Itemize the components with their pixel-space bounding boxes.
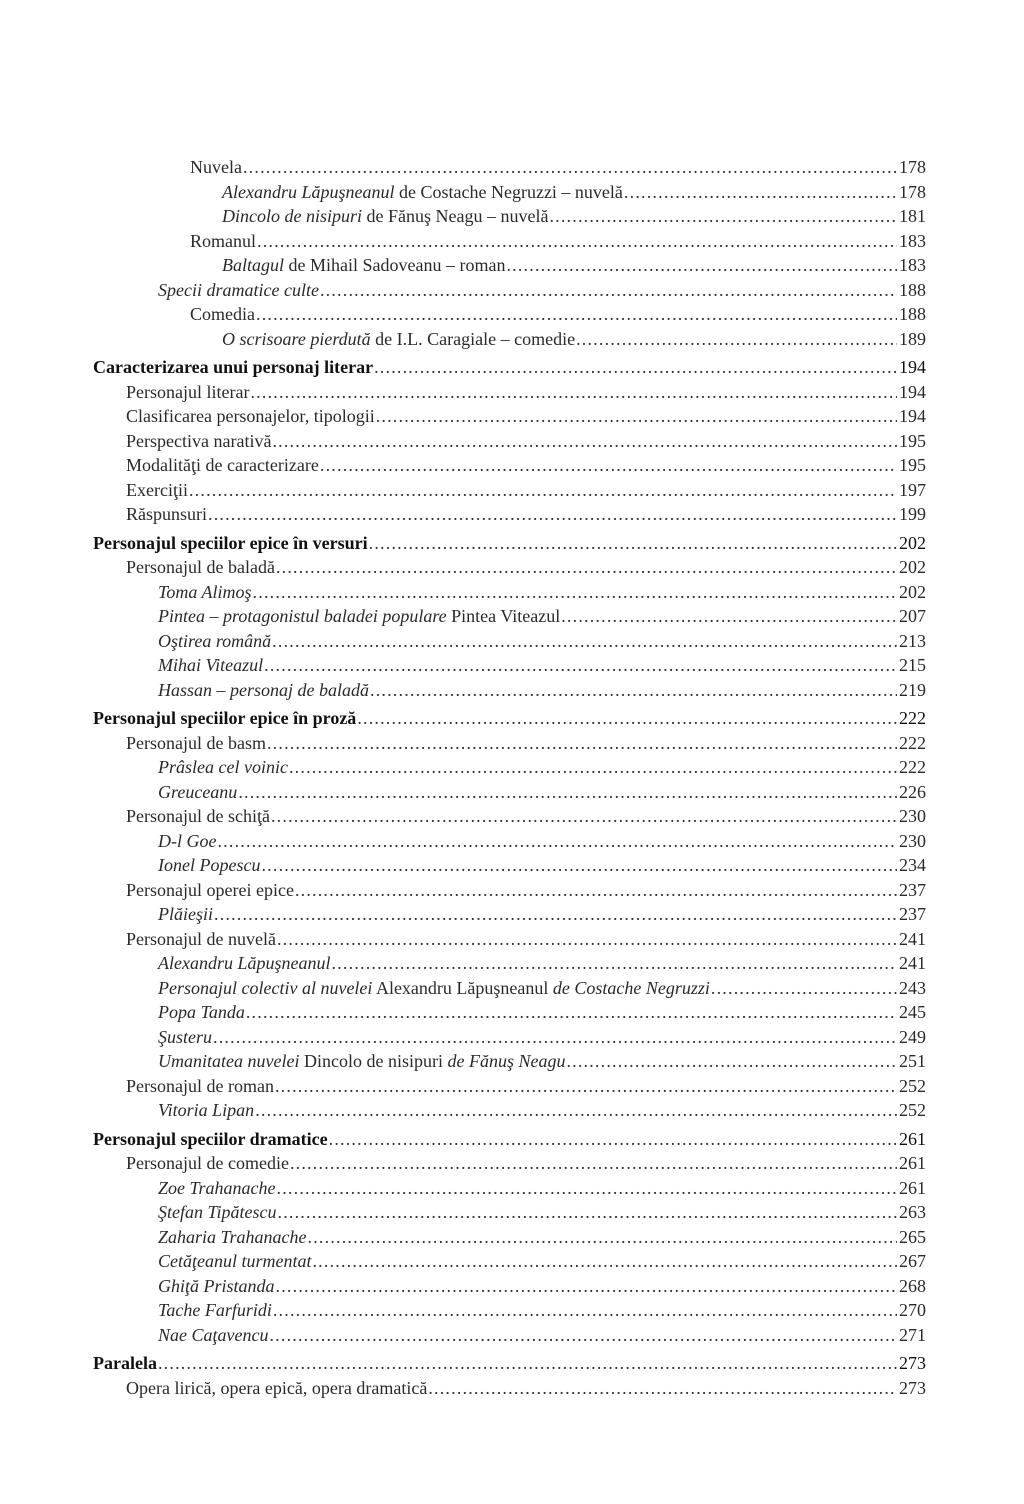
toc-entry xyxy=(93,1323,926,1348)
page-number: 267 xyxy=(899,1251,926,1271)
toc-entry xyxy=(93,278,926,303)
title-part: de I.L. Caragiale – comedie xyxy=(370,328,576,349)
dot-leader xyxy=(267,731,897,756)
dot-leader xyxy=(253,580,897,605)
toc-entry xyxy=(93,951,926,976)
toc-entry-title xyxy=(190,302,255,327)
toc-entry xyxy=(93,1249,926,1274)
dot-leader xyxy=(276,1274,897,1299)
dot-leader xyxy=(369,531,897,556)
page-number: 178 xyxy=(899,157,926,177)
toc-entry-title xyxy=(190,155,242,180)
toc-entry xyxy=(93,1298,926,1323)
title-italic-part: de Costache Negruzzi xyxy=(552,977,710,998)
toc-entry xyxy=(93,804,926,829)
page-number: 195 xyxy=(899,430,926,451)
dot-leader xyxy=(271,804,897,829)
page-number: 197 xyxy=(899,479,926,500)
dot-leader xyxy=(264,653,897,678)
page-number: 219 xyxy=(899,679,926,700)
toc-entry-title xyxy=(126,1376,427,1401)
toc-entry-title xyxy=(158,976,710,1001)
dot-leader xyxy=(289,755,897,780)
title-part: Nuvela xyxy=(190,157,242,177)
title-part: Paralela xyxy=(93,1353,157,1373)
page-number: 261 xyxy=(899,1153,926,1173)
toc-entry-title xyxy=(126,429,271,454)
toc-entry-title xyxy=(126,478,188,503)
page-number: 249 xyxy=(899,1026,926,1047)
toc-entry xyxy=(93,502,926,527)
title-italic-part: Zaharia Trahanache xyxy=(158,1226,307,1247)
page-number: 178 xyxy=(899,181,926,202)
toc-entry-title xyxy=(126,453,319,478)
toc-entry xyxy=(93,927,926,952)
page-number: 195 xyxy=(899,455,926,475)
toc-entry-title xyxy=(158,853,260,878)
dot-leader xyxy=(308,1225,897,1250)
toc-entry xyxy=(93,604,926,629)
title-part: Clasificarea personajelor, tipologii xyxy=(126,406,375,426)
page-number: 230 xyxy=(899,806,926,826)
title-part: Dincolo de nisipuri xyxy=(299,1051,448,1071)
toc-entry xyxy=(93,253,926,278)
dot-leader xyxy=(189,478,897,503)
dot-leader xyxy=(246,1000,897,1025)
dot-leader xyxy=(376,404,897,429)
dot-leader xyxy=(272,629,897,654)
toc-entry-title xyxy=(126,804,270,829)
toc-entry-title xyxy=(158,780,237,805)
title-italic-part: Pintea – protagonistul baladei populare xyxy=(158,606,447,626)
dot-leader xyxy=(272,429,897,454)
toc-entry xyxy=(93,1098,926,1123)
toc-entry-title xyxy=(158,1298,272,1323)
title-italic-part: Mihai Viteazul xyxy=(158,655,264,675)
title-part: Personajul de nuvelă xyxy=(126,928,276,949)
toc-entry-title xyxy=(93,1127,328,1152)
page-number: 226 xyxy=(899,781,926,802)
dot-leader xyxy=(213,1025,897,1050)
table-of-contents xyxy=(93,155,926,1400)
dot-leader xyxy=(243,155,897,180)
title-part: Personajul de schiţă xyxy=(126,806,270,826)
title-part: de Fănuş Neagu – nuvelă xyxy=(362,206,549,226)
toc-entry-title xyxy=(158,1025,212,1050)
page-number: 202 xyxy=(899,581,926,602)
toc-entry xyxy=(93,453,926,478)
dot-leader xyxy=(269,1323,897,1348)
page-number: 251 xyxy=(899,1051,926,1071)
page-number: 252 xyxy=(899,1075,926,1096)
page-number: 222 xyxy=(899,757,926,777)
page-number: 222 xyxy=(899,708,926,728)
toc-entry xyxy=(93,180,926,205)
title-part: Pintea Viteazul xyxy=(446,606,561,626)
toc-entry-title xyxy=(158,1000,245,1025)
toc-section-entry xyxy=(93,1127,926,1152)
toc-entry-title xyxy=(93,1351,157,1376)
page-number: 268 xyxy=(899,1275,926,1296)
page-number: 183 xyxy=(899,230,926,251)
page-number: 237 xyxy=(899,879,926,900)
dot-leader xyxy=(374,355,897,380)
page-number: 183 xyxy=(899,255,926,275)
dot-leader xyxy=(320,453,897,478)
toc-entry-title xyxy=(158,755,288,780)
title-part: Personajul speciilor epice în versuri xyxy=(93,532,368,553)
title-italic-part: Plăieşii xyxy=(158,904,213,924)
title-italic-part: Toma Alimoş xyxy=(158,581,252,602)
page-number: 263 xyxy=(899,1202,926,1222)
toc-entry xyxy=(93,229,926,254)
toc-entry xyxy=(93,829,926,854)
toc-entry-title xyxy=(158,1225,307,1250)
title-part: de Costache Negruzzi – nuvelă xyxy=(394,181,623,202)
toc-entry xyxy=(93,327,926,352)
dot-leader xyxy=(158,1351,897,1376)
dot-leader xyxy=(273,1298,897,1323)
title-italic-part: Şusteru xyxy=(158,1026,212,1047)
dot-leader xyxy=(275,1074,897,1099)
page-number: 202 xyxy=(899,557,926,577)
toc-entry xyxy=(93,1200,926,1225)
toc-entry xyxy=(93,404,926,429)
page-number: 202 xyxy=(899,532,926,553)
page-number: 181 xyxy=(899,206,926,226)
dot-leader xyxy=(276,555,897,580)
page-number: 261 xyxy=(899,1177,926,1198)
title-italic-part: Hassan – personaj de baladă xyxy=(158,679,369,700)
toc-entry-title xyxy=(158,678,369,703)
toc-entry-title xyxy=(222,253,505,278)
toc-entry-title xyxy=(126,555,275,580)
dot-leader xyxy=(277,927,897,952)
dot-leader xyxy=(277,1176,897,1201)
toc-entry-title xyxy=(222,204,548,229)
title-italic-part: Ghiţă Pristanda xyxy=(158,1275,275,1296)
title-part: Romanul xyxy=(190,230,256,251)
title-part: Personajul speciilor dramatice xyxy=(93,1128,328,1149)
toc-entry xyxy=(93,302,926,327)
toc-entry xyxy=(93,1176,926,1201)
dot-leader xyxy=(256,302,897,327)
title-italic-part: Zoe Trahanache xyxy=(158,1177,276,1198)
page-number: 273 xyxy=(899,1377,926,1398)
toc-section-entry xyxy=(93,1351,926,1376)
toc-entry xyxy=(93,429,926,454)
dot-leader xyxy=(506,253,897,278)
page-number: 234 xyxy=(899,855,926,875)
page-number: 188 xyxy=(899,279,926,300)
toc-entry-title xyxy=(158,1176,276,1201)
toc-entry xyxy=(93,678,926,703)
page-number: 230 xyxy=(899,830,926,851)
dot-leader xyxy=(370,678,897,703)
dot-leader xyxy=(238,780,897,805)
page-number: 243 xyxy=(899,977,926,998)
toc-entry xyxy=(93,853,926,878)
title-italic-part: D-l Goe xyxy=(158,830,217,851)
toc-entry xyxy=(93,204,926,229)
toc-entry-title xyxy=(158,604,560,629)
toc-entry xyxy=(93,653,926,678)
title-italic-part: Greuceanu xyxy=(158,781,238,802)
title-part: Perspectiva narativă xyxy=(126,430,272,451)
page-number: 215 xyxy=(899,655,926,675)
page-number: 245 xyxy=(899,1002,926,1022)
dot-leader xyxy=(561,604,897,629)
toc-section-entry xyxy=(93,531,926,556)
toc-entry-title xyxy=(93,706,356,731)
title-italic-part: Dincolo de nisipuri xyxy=(222,206,362,226)
dot-leader xyxy=(278,1200,898,1225)
toc-entry xyxy=(93,1274,926,1299)
title-part: Personajul speciilor epice în proză xyxy=(93,708,357,728)
page-number: 241 xyxy=(899,953,926,973)
toc-entry-title xyxy=(158,1049,565,1074)
page-number: 237 xyxy=(899,904,926,924)
toc-entry-title xyxy=(93,355,373,380)
toc-entry xyxy=(93,780,926,805)
dot-leader xyxy=(549,204,897,229)
toc-entry-title xyxy=(126,1151,289,1176)
toc-entry xyxy=(93,1049,926,1074)
toc-entry-title xyxy=(126,380,249,405)
title-italic-part: Tache Farfuridi xyxy=(158,1300,272,1320)
dot-leader xyxy=(624,180,897,205)
page-number: 265 xyxy=(899,1226,926,1247)
toc-entry-title xyxy=(158,1323,268,1348)
page-number: 271 xyxy=(899,1324,926,1345)
page-number: 222 xyxy=(899,732,926,753)
title-italic-part: Alexandru Lăpuşneanul xyxy=(222,181,395,202)
page-number: 189 xyxy=(899,328,926,349)
page-number: 199 xyxy=(899,504,926,524)
toc-entry xyxy=(93,755,926,780)
toc-entry xyxy=(93,1074,926,1099)
title-part: de Mihail Sadoveanu – roman xyxy=(284,255,506,275)
toc-entry-title xyxy=(126,502,207,527)
title-italic-part: Nae Caţavencu xyxy=(158,1324,269,1345)
title-italic-part: Baltagul xyxy=(222,255,284,275)
title-italic-part: Ionel Popescu xyxy=(158,855,261,875)
toc-entry-title xyxy=(158,629,271,654)
toc-entry-title xyxy=(93,531,368,556)
toc-entry xyxy=(93,629,926,654)
toc-entry xyxy=(93,155,926,180)
dot-leader xyxy=(332,951,898,976)
title-italic-part: Cetăţeanul turmentat xyxy=(158,1251,312,1271)
title-part: Personajul de basm xyxy=(126,732,266,753)
page-number: 270 xyxy=(899,1300,926,1320)
toc-entry xyxy=(93,902,926,927)
toc-entry xyxy=(93,1000,926,1025)
toc-entry-title xyxy=(190,229,256,254)
dot-leader xyxy=(255,1098,897,1123)
title-italic-part: Ştefan Tipătescu xyxy=(158,1202,277,1222)
dot-leader xyxy=(329,1127,897,1152)
page-number: 194 xyxy=(899,406,926,426)
toc-entry-title xyxy=(126,878,294,903)
dot-leader xyxy=(217,829,897,854)
toc-entry-title xyxy=(158,580,252,605)
toc-entry-title xyxy=(222,180,623,205)
toc-entry xyxy=(93,1025,926,1050)
title-italic-part: Personajul colectiv al nuvelei xyxy=(158,977,373,998)
title-part: Modalităţi de caracterizare xyxy=(126,455,319,475)
title-part: Comedia xyxy=(190,304,255,324)
toc-entry-title xyxy=(158,278,319,303)
title-part: Personajul operei epice xyxy=(126,879,294,900)
title-italic-part: Alexandru Lăpuşneanul xyxy=(158,953,331,973)
page-number: 261 xyxy=(899,1128,926,1149)
toc-entry xyxy=(93,976,926,1001)
title-italic-part: Prâslea cel voinic xyxy=(158,757,288,777)
title-italic-part: Specii dramatice culte xyxy=(158,279,319,300)
title-part: Personajul de roman xyxy=(126,1075,274,1096)
page-number: 194 xyxy=(899,357,926,377)
title-part: Opera lirică, opera epică, opera dramatică xyxy=(126,1377,428,1398)
toc-entry-title xyxy=(158,1274,275,1299)
toc-entry xyxy=(93,1376,926,1401)
dot-leader xyxy=(214,902,897,927)
title-italic-part: Umanitatea nuvelei xyxy=(158,1051,300,1071)
toc-entry-title xyxy=(158,1098,254,1123)
dot-leader xyxy=(566,1049,897,1074)
title-part: Caracterizarea unui personaj literar xyxy=(93,357,374,377)
dot-leader xyxy=(295,878,897,903)
toc-entry-title xyxy=(158,1249,311,1274)
toc-entry-title xyxy=(158,1200,277,1225)
toc-entry xyxy=(93,380,926,405)
title-part: Personajul de comedie xyxy=(126,1153,289,1173)
toc-entry xyxy=(93,878,926,903)
title-part: Exerciţii xyxy=(126,479,188,500)
dot-leader xyxy=(428,1376,897,1401)
page-number: 273 xyxy=(899,1353,926,1373)
toc-entry-title xyxy=(158,653,263,678)
dot-leader xyxy=(711,976,897,1001)
page-number: 241 xyxy=(899,928,926,949)
title-part: Personajul de baladă xyxy=(126,557,275,577)
title-italic-part: Vitoria Lipan xyxy=(158,1100,255,1120)
dot-leader xyxy=(257,229,897,254)
toc-entry xyxy=(93,580,926,605)
toc-entry-title xyxy=(158,902,213,927)
dot-leader xyxy=(312,1249,897,1274)
toc-entry-title xyxy=(126,1074,274,1099)
toc-entry-title xyxy=(222,327,575,352)
toc-entry xyxy=(93,555,926,580)
dot-leader xyxy=(576,327,897,352)
page-number: 194 xyxy=(899,381,926,402)
toc-section-entry xyxy=(93,706,926,731)
title-part: Răspunsuri xyxy=(126,504,207,524)
dot-leader xyxy=(320,278,897,303)
dot-leader xyxy=(357,706,897,731)
toc-section-entry xyxy=(93,355,926,380)
dot-leader xyxy=(261,853,897,878)
page-number: 188 xyxy=(899,304,926,324)
dot-leader xyxy=(290,1151,897,1176)
toc-entry-title xyxy=(126,404,375,429)
page-number: 207 xyxy=(899,606,926,626)
title-italic-part: Oştirea română xyxy=(158,630,272,651)
toc-entry xyxy=(93,731,926,756)
title-italic-part: Popa Tanda xyxy=(158,1002,245,1022)
title-part: Personajul literar xyxy=(126,381,250,402)
page-number: 213 xyxy=(899,630,926,651)
dot-leader xyxy=(250,380,897,405)
title-italic-part: de Fănuş Neagu xyxy=(447,1051,566,1071)
toc-entry xyxy=(93,478,926,503)
title-part: Alexandru Lăpuşneanul xyxy=(372,977,553,998)
page-number: 252 xyxy=(899,1100,926,1120)
toc-entry xyxy=(93,1225,926,1250)
toc-entry-title xyxy=(158,829,216,854)
toc-entry-title xyxy=(158,951,331,976)
toc-entry-title xyxy=(126,731,266,756)
toc-entry xyxy=(93,1151,926,1176)
title-italic-part: O scrisoare pierdută xyxy=(222,328,371,349)
dot-leader xyxy=(208,502,897,527)
toc-entry-title xyxy=(126,927,276,952)
